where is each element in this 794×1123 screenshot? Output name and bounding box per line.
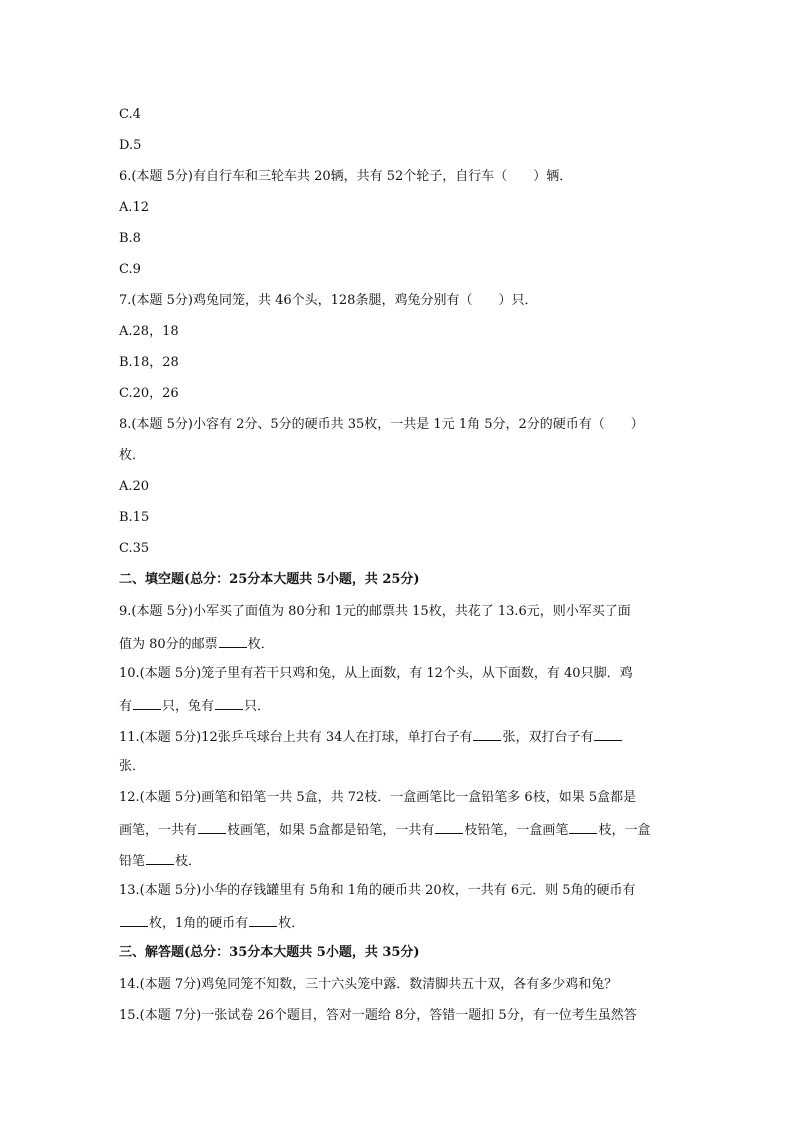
q12-text-f: 枝． bbox=[175, 854, 202, 869]
q13-text-b: 枚． bbox=[278, 916, 305, 931]
q7-text: 7.(本题 5分)鸡兔同笼，共 46个头，128条腿，鸡兔分别有（ ）只． bbox=[119, 293, 538, 308]
q12-brush-box-blank[interactable] bbox=[569, 820, 597, 834]
section2-title: 二、填空题(总分：25分本大题共 5小题，共 25分) bbox=[119, 572, 420, 587]
q13-5jiao-blank[interactable] bbox=[120, 913, 148, 927]
q11-line1 bbox=[119, 727, 679, 745]
q6-text: 6.(本题 5分)有自行车和三轮车共 20辆，共有 52个轮子，自行车（ ）辆． bbox=[119, 169, 573, 184]
q13-line2 bbox=[119, 913, 679, 931]
q5-option-c: C.4 bbox=[119, 107, 141, 122]
q11-text-a: 11.(本题 5分)12张乒乓球台上共有 34人在打球，单打台子有 bbox=[119, 730, 473, 745]
q8-text-line2: 枚． bbox=[119, 448, 146, 463]
q6-option-a: A.12 bbox=[119, 200, 150, 215]
q7-option-b: B.18，28 bbox=[119, 355, 179, 370]
q12-line3 bbox=[119, 851, 679, 869]
q11-line2: 张． bbox=[119, 759, 146, 774]
q12-text-b: 枝画笔，如果 5盒都是铅笔，一共有 bbox=[227, 823, 435, 838]
q12-line2 bbox=[119, 820, 679, 838]
q12-line1: 12.(本题 5分)画笔和铅笔一共 5盒，共 72枝．一盒画笔比一盒铅笔多 6枝，如果 5盒都是 bbox=[119, 790, 637, 805]
q14-text: 14.(本题 7分)鸡兔同笼不知数，三十六头笼中露．数清脚共五十双，各有多少鸡和兔？ bbox=[119, 977, 618, 992]
q6-option-b: B.8 bbox=[119, 231, 141, 246]
q13-text-a: 枚，1角的硬币有 bbox=[149, 916, 249, 931]
q9-line1: 9.(本题 5分)小军买了面值为 80分和 1元的邮票共 15枚，共花了 13.6元，则小军买了面 bbox=[119, 604, 631, 619]
q12-text-d: 枝，一盒 bbox=[598, 823, 651, 838]
q9-text-a: 值为 80分的邮票 bbox=[119, 637, 218, 652]
q8-text-line1: 8.(本题 5分)小容有 2分、5分的硬币共 35枚，一共是 1元 1角 5分，2分的硬币有（ ） bbox=[119, 417, 644, 432]
q10-text-a: 有 bbox=[119, 699, 133, 714]
q12-text-a: 画笔，一共有 bbox=[119, 823, 198, 838]
q9-answer-blank[interactable] bbox=[219, 634, 247, 648]
q7-option-a: A.28，18 bbox=[119, 324, 179, 339]
q7-option-c: C.20，26 bbox=[119, 386, 179, 401]
q8-option-c: C.35 bbox=[119, 541, 150, 556]
q10-text-c: 只． bbox=[244, 699, 271, 714]
q10-line2 bbox=[119, 696, 679, 714]
q13-line1: 13.(本题 5分)小华的存钱罐里有 5角和 1角的硬币共 20枚，一共有 6元．则 5角的硬币有 bbox=[119, 883, 636, 898]
q11-single-blank[interactable] bbox=[473, 727, 501, 741]
q11-text-b: 张，双打台子有 bbox=[502, 730, 594, 745]
q9-line2 bbox=[119, 634, 679, 652]
q10-chicken-blank[interactable] bbox=[133, 696, 161, 710]
q15-text: 15.(本题 7分)一张试卷 26个题目，答对一题给 8分，答错一题扣 5分，有一位考生虽然答 bbox=[119, 1008, 637, 1023]
q10-line1: 10.(本题 5分)笼子里有若干只鸡和兔，从上面数，有 12个头，从下面数，有 40只脚．鸡 bbox=[119, 666, 633, 681]
q10-text-b: 只，兔有 bbox=[162, 699, 215, 714]
q12-pencil-total-blank[interactable] bbox=[435, 820, 463, 834]
q13-1jiao-blank[interactable] bbox=[249, 913, 277, 927]
q9-text-b: 枚． bbox=[247, 637, 274, 652]
q11-double-blank[interactable] bbox=[594, 727, 622, 741]
q5-option-d: D.5 bbox=[119, 138, 142, 153]
q12-pencil-box-blank[interactable] bbox=[146, 851, 174, 865]
q8-option-a: A.20 bbox=[119, 479, 150, 494]
q8-option-b: B.15 bbox=[119, 510, 150, 525]
q12-text-e: 铅笔 bbox=[119, 854, 146, 869]
q12-brush-total-blank[interactable] bbox=[198, 820, 226, 834]
q6-option-c: C.9 bbox=[119, 262, 141, 277]
section3-title: 三、解答题(总分：35分本大题共 5小题，共 35分) bbox=[119, 945, 420, 960]
q12-text-c: 枝铅笔，一盒画笔 bbox=[464, 823, 569, 838]
q10-rabbit-blank[interactable] bbox=[215, 696, 243, 710]
